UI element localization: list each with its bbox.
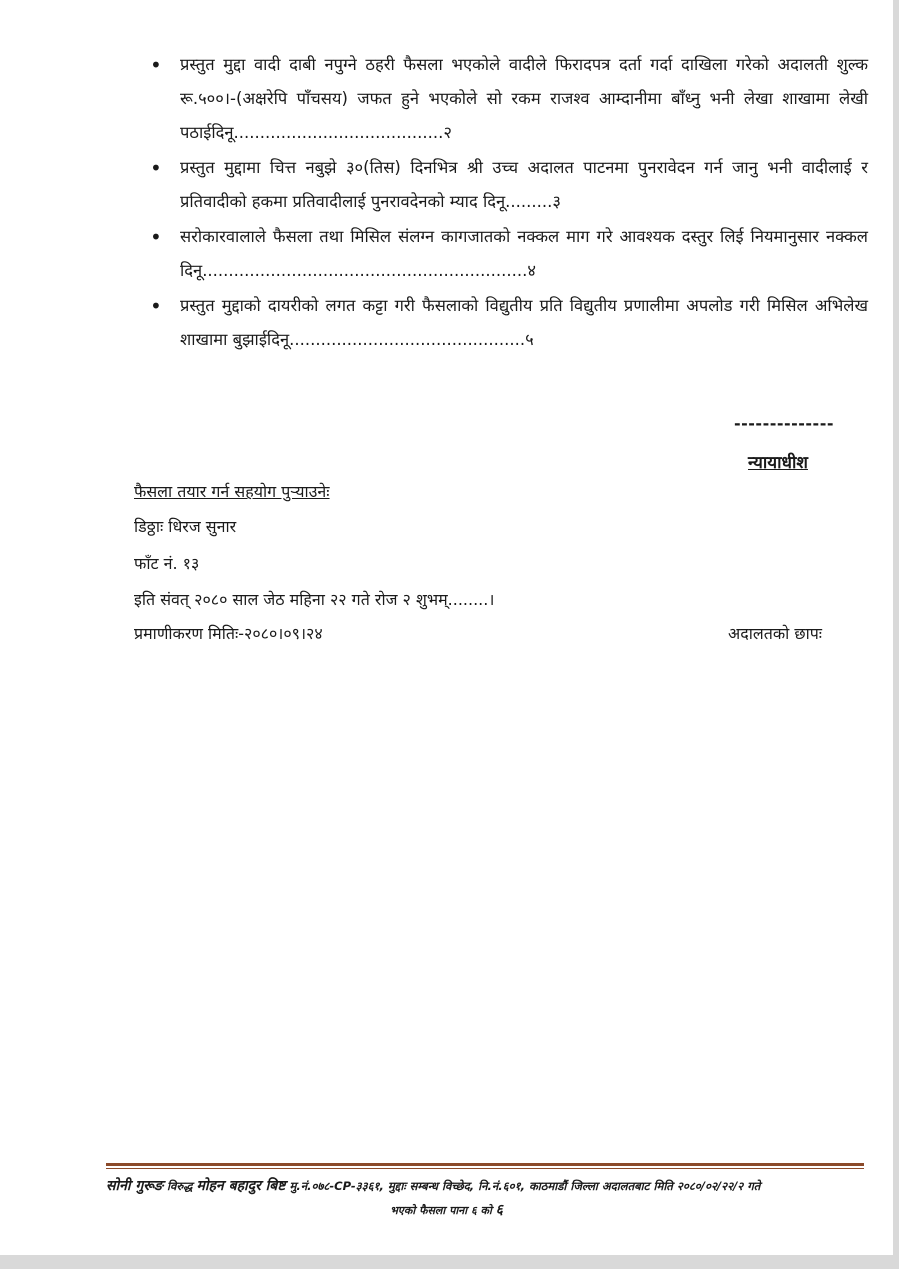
order-list <box>140 48 868 357</box>
list-item <box>140 220 868 288</box>
versus-text: विरुद्ध <box>163 1179 197 1193</box>
order-text: प्रस्तुत मुद्दामा चित्त नबुझे ३०(तिस) दिनभित्र श्री उच्च अदालत पाटनमा पुनरावेदन गर्न जानु भनी वादीलाई र प्रतिवादीको हकमा प्रतिवादीलाई पुनरावदेनको म्याद दिनू.........३ <box>180 158 868 211</box>
bullet-icon: • <box>150 225 162 249</box>
signature-line: -------------- <box>734 414 834 433</box>
order-text: प्रस्तुत मुद्दाको दायरीको लगत कट्टा गरी फैसलाको विद्युतीय प्रति विद्युतीय प्रणालीमा अपलोड गरी मिसिल अभिलेख शाखामा बुझाईदिनू.............................................५ <box>180 296 868 349</box>
plaintiff-name: सोनी गुरूङ <box>106 1178 164 1194</box>
authentication-date: प्रमाणीकरण मितिः-२०८०।०९।२४ <box>134 624 323 643</box>
officer-name: डिठ्ठाः धिरज सुनार <box>134 517 237 536</box>
list-item <box>140 289 868 357</box>
footer-divider <box>106 1163 864 1166</box>
bullet-icon: • <box>150 53 162 77</box>
footer-page-line <box>0 1200 893 1219</box>
order-text: सरोकारवालाले फैसला तथा मिसिल संलग्न कागजातको नक्कल माग गरे आवश्यक दस्तुर लिई नियमानुसार नक्कल दिनू..............................................................४ <box>180 227 868 280</box>
footer-case-line <box>106 1175 866 1197</box>
footer-divider <box>106 1168 864 1169</box>
list-item <box>140 151 868 219</box>
case-info: मु.नं.०७८-CP-३३६१, मुद्दाः सम्बन्ध विच्छेद, नि.नं.६०१, काठमाडौं जिल्ला अदालतबाट मिति २०८०/०२/२२/२ गते <box>285 1179 761 1193</box>
font-number: फाँट नं. १३ <box>134 554 200 573</box>
bullet-icon: • <box>150 156 162 180</box>
date-line: इति संवत् २०८० साल जेठ महिना २२ गते रोज २ शुभम्........। <box>134 590 495 609</box>
list-item <box>140 48 868 150</box>
judge-title: न्यायाधीश <box>748 453 808 473</box>
page-number: ६ <box>495 1202 503 1218</box>
bullet-icon: • <box>150 294 162 318</box>
order-text: प्रस्तुत मुद्दा वादी दाबी नपुग्ने ठहरी फैसला भएकोले वादीले फिरादपत्र दर्ता गर्दा दाखिला गरेको अदालती शुल्क रू.५००।-(अक्षरेपि पाँचसय) जफत हुने भएकोले सो रकम राजश्व आम्दानीमा बाँध्नु भनी लेखा शाखामा लेखी पठाईदिनू........................................२ <box>180 55 868 142</box>
court-stamp-label: अदालतको छापः <box>728 624 823 643</box>
page-label: भएको फैसला पाना ६ को <box>390 1204 496 1217</box>
assistance-heading: फैसला तयार गर्न सहयोग पुर्‍याउनेः <box>134 482 330 501</box>
defendant-name: मोहन बहादुर बिष्ट <box>196 1178 286 1194</box>
